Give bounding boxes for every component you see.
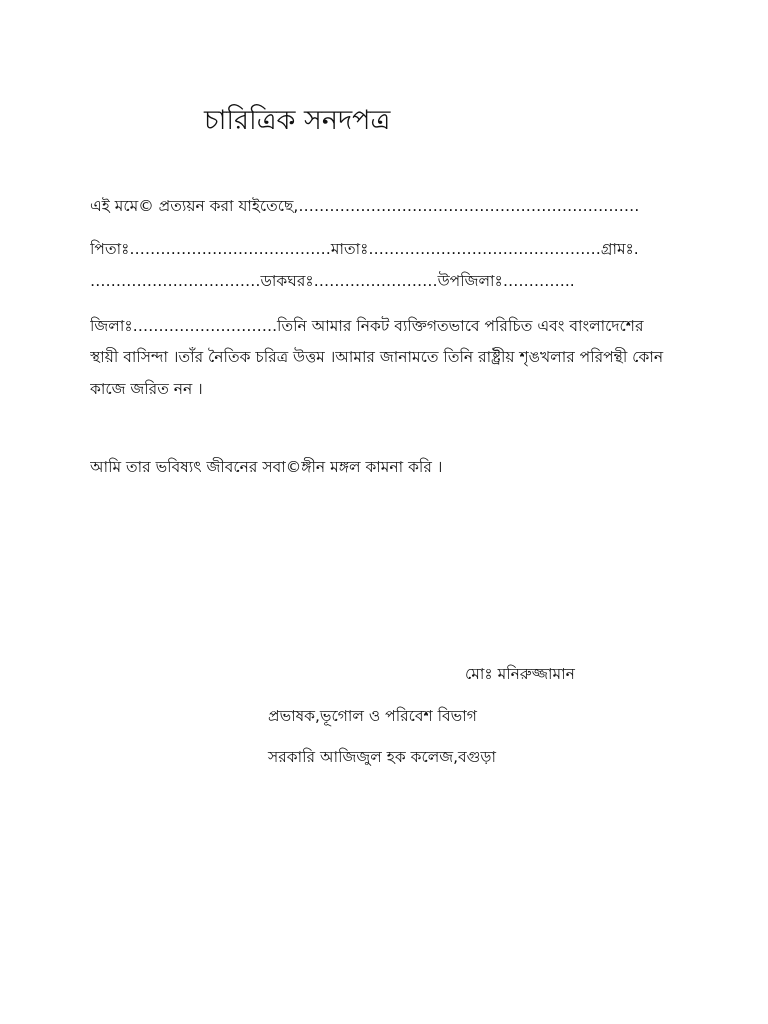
paragraph-line-6: কাজে জরিত নন । <box>90 380 203 398</box>
paragraph-line-2: পিতাঃ…………………………………মাতাঃ………………………………………গ্রামঃ. <box>90 240 639 258</box>
paragraph-line-3: ……………………………ডাকঘরঃ……………………উপজিলাঃ………….. <box>90 272 575 290</box>
paragraph-line-4: জিলাঃ……………………….তিনি আমার নিকট ব্যক্তিগতভাবে পরিচিত এবং বাংলাদেশের <box>90 317 644 335</box>
signatory-institution: সরকারি আজিজুল হক কলেজ,বগুড়া <box>268 748 496 766</box>
signatory-designation: প্রভাষক,ভূগোল ও পরিবেশ বিভাগ <box>268 707 477 725</box>
paragraph-line-5: স্থায়ী বাসিন্দা ।তাঁর নৈতিক চরিত্র উত্তম ।আমার জানামতে তিনি রাষ্ট্রীয় শৃঙখলার পরিপন্থী কোন <box>90 348 664 366</box>
document-title: চারিত্রিক সনদপত্র <box>204 105 391 136</box>
closing-wish: আমি তার ভবিষ্যৎ জীবনের সবা©ঙ্গীন মঙ্গল কামনা করি । <box>90 458 443 476</box>
paragraph-line-1: এই মমে© প্রত্যয়ন করা যাইতেছে,………………………………………………………… <box>90 197 640 215</box>
signatory-name: মোঃ মনিরুজ্জামান <box>465 665 575 683</box>
